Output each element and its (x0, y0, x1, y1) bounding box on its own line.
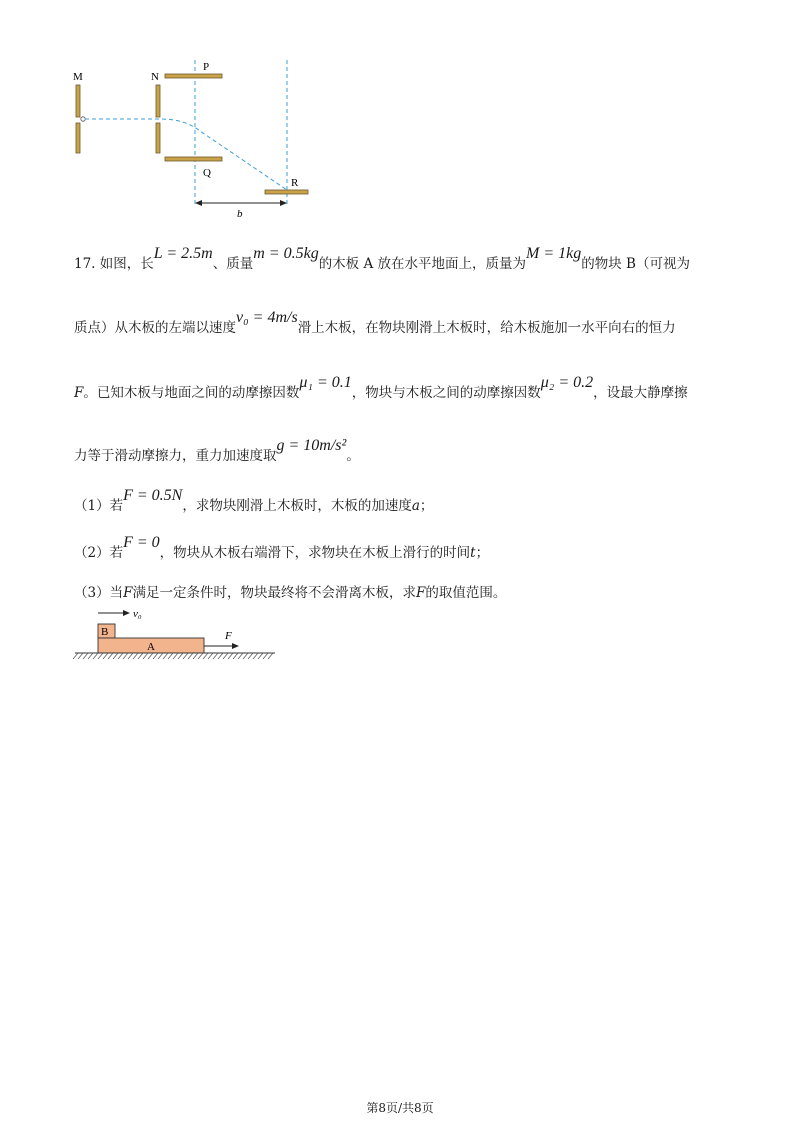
hatch-mark (73, 653, 78, 659)
hatch-mark (163, 653, 168, 659)
q17-line3-suffix: ，设最大静摩擦 (593, 385, 688, 401)
hatch-mark (268, 653, 273, 659)
hatch-mark (133, 653, 138, 659)
sub3-f2: F (415, 585, 426, 601)
hatch-mark (158, 653, 163, 659)
hatch-mark (123, 653, 128, 659)
ground-hatching (73, 653, 273, 659)
hatch-mark (193, 653, 198, 659)
hatch-mark (78, 653, 83, 659)
q17-sub1 (74, 487, 434, 515)
q17-prefix: 17. 如图，长 (74, 256, 154, 272)
hatch-mark (183, 653, 188, 659)
q17-line3-mid: ，物块与木板之间的动摩擦因数 (351, 385, 541, 401)
sub1-var: a (411, 498, 420, 514)
q17-sub2 (74, 534, 490, 562)
particle-source (81, 117, 85, 121)
hatch-mark (263, 653, 268, 659)
q17-sep: 、质量 (212, 256, 254, 272)
q17-line3-prefix: 。已知木板与地面之间的动摩擦因数 (83, 385, 300, 401)
sub3-prefix: （3）当 (74, 585, 124, 601)
hatch-mark (173, 653, 178, 659)
q17-line2-suffix: 滑上木板，在物块刚滑上木板时，给木板施加一水平向右的恒力 (297, 320, 676, 336)
q17-sub3 (74, 581, 506, 601)
q17-line2 (74, 309, 676, 337)
label-v0: v₀ (133, 608, 142, 620)
hatch-mark (228, 653, 233, 659)
hatch-mark (83, 653, 88, 659)
label-b: b (237, 208, 243, 220)
hatch-mark (233, 653, 238, 659)
label-p: P (203, 61, 210, 73)
eq-block-mass: M = 1kg (526, 245, 582, 262)
hatch-mark (88, 653, 93, 659)
sub2-suffix: ，物块从木板右端滑下，求物块在木板上滑行的时间 (159, 545, 471, 561)
q17-line4 (74, 437, 360, 465)
plate-m-upper (76, 85, 80, 117)
sub1-eq: F = 0.5N (123, 487, 183, 504)
hatch-mark (108, 653, 113, 659)
hatch-mark (258, 653, 263, 659)
q17-line3 (74, 374, 688, 402)
sub3-suffix: 的取值范围。 (425, 585, 507, 601)
eq-velocity: v₀ = 4m/s (236, 309, 298, 326)
sub2-end: ； (475, 545, 490, 561)
sub3-f1: F (123, 585, 133, 601)
hatch-mark (148, 653, 153, 659)
sub1-prefix: （1）若 (74, 498, 124, 514)
hatch-mark (238, 653, 243, 659)
eq-mu1: μ₁ = 0.1 (299, 374, 352, 391)
label-q: Q (203, 167, 211, 179)
plate-m-lower (76, 123, 80, 153)
board-diagram (70, 605, 280, 665)
sub2-prefix: （2）若 (74, 545, 124, 561)
hatch-mark (153, 653, 158, 659)
label-r: R (291, 177, 299, 189)
label-m: M (73, 71, 83, 83)
sub1-end: ； (419, 498, 434, 514)
arrowhead-right (280, 200, 287, 206)
plate-q (165, 157, 222, 161)
hatch-mark (203, 653, 208, 659)
hatch-mark (208, 653, 213, 659)
trajectory (85, 119, 287, 190)
hatch-mark (223, 653, 228, 659)
hatch-mark (168, 653, 173, 659)
hatch-mark (213, 653, 218, 659)
plate-p (165, 74, 222, 78)
sub3-mid: 满足一定条件时，物块最终将不会滑离木板，求 (132, 585, 416, 601)
hatch-mark (118, 653, 123, 659)
hatch-mark (248, 653, 253, 659)
hatch-mark (198, 653, 203, 659)
hatch-mark (243, 653, 248, 659)
label-n: N (151, 71, 159, 83)
force-arrowhead (232, 643, 239, 649)
eq-length: L = 2.5m (153, 245, 213, 262)
var-f: F (74, 385, 84, 401)
hatch-mark (178, 653, 183, 659)
plate-n-lower (156, 123, 160, 153)
hatch-mark (98, 653, 103, 659)
label-force: F (225, 630, 232, 642)
eq-mu2: μ₂ = 0.2 (540, 374, 594, 391)
page-footer: 第8页/共8页 (366, 1101, 434, 1115)
velocity-arrowhead (123, 610, 130, 616)
hatch-mark (138, 653, 143, 659)
q17-line4-suffix: 。 (346, 448, 360, 464)
plate-n-upper (156, 85, 160, 117)
eq-gravity: g = 10m/s² (276, 437, 347, 454)
hatch-mark (128, 653, 133, 659)
hatch-mark (218, 653, 223, 659)
q17-mid: 的木板 A 放在水平地面上，质量为 (318, 256, 527, 272)
hatch-mark (103, 653, 108, 659)
q17-line2-prefix: 质点）从木板的左端以速度 (74, 320, 236, 336)
q17-line4-prefix: 力等于滑动摩擦力，重力加速度取 (74, 448, 277, 464)
hatch-mark (113, 653, 118, 659)
q17-line1 (74, 245, 690, 273)
hatch-mark (188, 653, 193, 659)
deflection-diagram (60, 55, 330, 225)
sub1-suffix: ，求物块刚滑上木板时，木板的加速度 (182, 498, 412, 514)
hatch-mark (93, 653, 98, 659)
arrowhead-left (195, 200, 202, 206)
sub2-eq: F = 0 (123, 534, 160, 551)
plate-r (265, 190, 308, 194)
hatch-mark (253, 653, 258, 659)
sub2-var: t (470, 545, 476, 561)
label-block-b: B (101, 626, 109, 638)
hatch-mark (143, 653, 148, 659)
eq-board-mass: m = 0.5kg (253, 245, 319, 262)
label-board-a: A (147, 641, 155, 653)
q17-suffix: 的物块 B（可视为 (581, 256, 690, 272)
